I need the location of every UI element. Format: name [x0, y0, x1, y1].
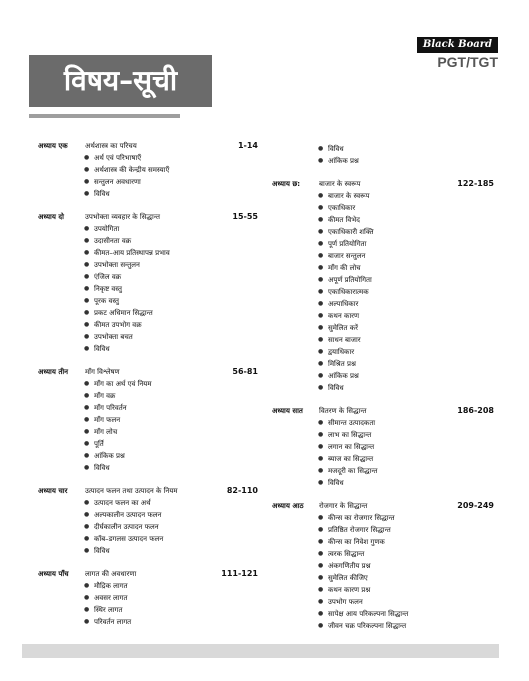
topic-item: ● दीर्घकालीन उत्पादन फलन: [84, 521, 258, 533]
topic-item: ● मिश्रित प्रश्न: [318, 358, 494, 370]
topic-item: ● उदासीनता वक्र: [84, 235, 258, 247]
topic-list: [272, 512, 494, 632]
topic-list: [38, 223, 258, 355]
chapter-title: लागत की अवधारणा: [85, 570, 137, 578]
topic-item: ● विविध: [318, 382, 494, 394]
chapter-heading: [38, 568, 258, 580]
topic-item: ● कथन कारण: [318, 310, 494, 322]
topic-item: ● सीमान्त उत्पादकता: [318, 417, 494, 429]
topic-item: ● कीमत विभेद: [318, 214, 494, 226]
topic-item: ● एकाधिकारी शक्ति: [318, 226, 494, 238]
topic-item: ● कीमत–आय प्रतिस्थापन्न प्रभाव: [84, 247, 258, 259]
topic-list: [272, 417, 494, 489]
chapter-title: माँग विश्लेषण: [85, 368, 120, 376]
topic-item: ● माँग का अर्थ एवं नियम: [84, 378, 258, 390]
topic-item: ● विविध: [84, 545, 258, 557]
topic-item: ● माँग की लोच: [318, 262, 494, 274]
topic-item: ● विविध: [84, 188, 258, 200]
topic-item: ● एकाधिकार: [318, 202, 494, 214]
chapter-title: वितरण के सिद्धान्त: [319, 407, 367, 415]
topic-item: ● परिवर्तन लागत: [84, 616, 258, 628]
topic-item: ● सन्तुलन अवधारणा: [84, 176, 258, 188]
chapter-heading: [272, 178, 494, 190]
chapter-heading: [38, 211, 258, 223]
topic-item: ● उपभोक्ता सन्तुलन: [84, 259, 258, 271]
chapter-pages: 111-121: [221, 569, 258, 578]
chapter-heading: [38, 140, 258, 152]
chapter-pages: 82-110: [226, 486, 258, 495]
topic-item: ● कीन्स का रोजगार सिद्धान्त: [318, 512, 494, 524]
chapter-pages: 1-14: [237, 141, 258, 150]
topic-item: ● बाजार सन्तुलन: [318, 250, 494, 262]
brand-name: Black Board: [417, 37, 498, 53]
brand-subtitle: PGT/TGT: [437, 54, 498, 70]
chapter-number: अध्याय छ:: [272, 180, 301, 188]
topic-item: ● एंजिल वक्र: [84, 271, 258, 283]
chapter-heading: [38, 485, 258, 497]
topic-item: ● विविध: [84, 343, 258, 355]
topic-item: ● माँग परिवर्तन: [84, 402, 258, 414]
chapter-entry: [38, 485, 258, 557]
topic-item: ● माँग लोच: [84, 426, 258, 438]
footer-bar: [22, 644, 499, 658]
topic-item: ● अंकगणितीय प्रश्न: [318, 560, 494, 572]
topic-item: ● कीन्स का निवेश गुणक: [318, 536, 494, 548]
chapter-title: उत्पादन फलन तथा उत्पादन के नियम: [85, 487, 178, 495]
topic-item: ● विविध: [318, 477, 494, 489]
topic-item: ● प्रकट अधिमान सिद्धान्त: [84, 307, 258, 319]
chapter-heading: [272, 500, 494, 512]
topic-item: ● अवसर लागत: [84, 592, 258, 604]
topic-item: ● निकृष्ट वस्तु: [84, 283, 258, 295]
chapter-title: उपभोक्ता व्यवहार के सिद्धान्त: [85, 213, 160, 221]
topic-item: ● पूरक वस्तु: [84, 295, 258, 307]
chapter-number: अध्याय सात: [272, 407, 303, 415]
chapter-heading: [272, 405, 494, 417]
chapter-number: अध्याय तीन: [38, 368, 69, 376]
page-title-text: विषय–सूची: [63, 64, 178, 97]
chapter-pages: 209-249: [457, 501, 494, 510]
chapter-entry: [272, 405, 494, 489]
topic-item: ● पूर्ण प्रतियोगिता: [318, 238, 494, 250]
topic-item: ● अपूर्ण प्रतियोगिता: [318, 274, 494, 286]
chapter-entry: [38, 211, 258, 355]
topic-item: ● स्थिर लागत: [84, 604, 258, 616]
topic-item: ● बाजार के स्वरूप: [318, 190, 494, 202]
topic-item: ● विविध: [84, 462, 258, 474]
chapter-entry: [38, 140, 258, 200]
continued-topics: [272, 143, 494, 167]
topic-list: [272, 190, 494, 394]
topic-item: ● अल्पाधिकार: [318, 298, 494, 310]
chapter-number: अध्याय दो: [38, 213, 64, 221]
topic-item: ● माँग फलन: [84, 414, 258, 426]
chapter-title: बाजार के स्वरूप: [319, 180, 361, 188]
topic-item: ● मौद्रिक लागत: [84, 580, 258, 592]
topic-item: ● विविध: [318, 143, 494, 155]
toc-right-column: [272, 143, 494, 643]
topic-item: ● लगान का सिद्धान्त: [318, 441, 494, 453]
topic-item: ● सुमेलित कीजिए: [318, 572, 494, 584]
topic-item: ● उपभोक्ता बचत: [84, 331, 258, 343]
chapter-entry: [272, 178, 494, 394]
title-underline: [29, 114, 180, 118]
chapter-pages: 56-81: [232, 367, 258, 376]
topic-item: ● त्वरक सिद्धान्त: [318, 548, 494, 560]
topic-item: ● सुमेलित करें: [318, 322, 494, 334]
topic-item: ● ब्याज का सिद्धान्त: [318, 453, 494, 465]
topic-item: ● माँग वक्र: [84, 390, 258, 402]
topic-item: ● प्रतिष्ठित रोजगार सिद्धान्त: [318, 524, 494, 536]
topic-item: ● कॉब–डगलस उत्पादन फलन: [84, 533, 258, 545]
chapter-pages: 122-185: [457, 179, 494, 188]
topic-list: [38, 152, 258, 200]
topic-item: ● उत्पादन फलन का अर्थ: [84, 497, 258, 509]
topic-item: ● सापेक्ष आय परिकल्पना सिद्धान्त: [318, 608, 494, 620]
chapter-entry: [272, 500, 494, 632]
topic-list: [272, 143, 494, 167]
chapter-heading: [38, 366, 258, 378]
topic-item: ● आंकिक प्रश्न: [318, 370, 494, 382]
chapter-number: अध्याय पाँच: [38, 570, 69, 578]
chapter-number: अध्याय एक: [38, 142, 68, 150]
topic-item: ● कथन कारण प्रश्न: [318, 584, 494, 596]
topic-item: ● द्वयाधिकार: [318, 346, 494, 358]
topic-item: ● जीवन चक्र परिकल्पना सिद्धान्त: [318, 620, 494, 632]
chapter-title: अर्थशास्त्र का परिचय: [85, 142, 137, 150]
chapter-pages: 15-55: [232, 212, 258, 221]
topic-list: [38, 580, 258, 628]
chapter-title: रोजगार के सिद्धान्त: [319, 502, 368, 510]
brand-logo: [408, 32, 498, 70]
topic-list: [38, 497, 258, 557]
page-title: [29, 55, 212, 107]
topic-item: ● आंकिक प्रश्न: [84, 450, 258, 462]
topic-list: [38, 378, 258, 474]
topic-item: ● अल्पकालीन उत्पादन फलन: [84, 509, 258, 521]
topic-item: ● आंकिक प्रश्न: [318, 155, 494, 167]
topic-item: ● उपयोगिता: [84, 223, 258, 235]
topic-item: ● साधन बाजार: [318, 334, 494, 346]
toc-left-column: [38, 140, 258, 639]
chapter-number: अध्याय चार: [38, 487, 68, 495]
topic-item: ● अर्थ एवं परिभाषाएँ: [84, 152, 258, 164]
chapter-number: अध्याय आठ: [272, 502, 304, 510]
chapter-pages: 186-208: [457, 406, 494, 415]
topic-item: ● लाभ का सिद्धान्त: [318, 429, 494, 441]
topic-item: ● पूर्ति: [84, 438, 258, 450]
topic-item: ● एकाधिकारात्मक: [318, 286, 494, 298]
chapter-entry: [38, 568, 258, 628]
topic-item: ● उपभोग फलन: [318, 596, 494, 608]
chapter-entry: [38, 366, 258, 474]
topic-item: ● कीमत उपभोग वक्र: [84, 319, 258, 331]
topic-item: ● अर्थशास्त्र की केन्द्रीय समस्याएँ: [84, 164, 258, 176]
topic-item: ● मजदूरी का सिद्धान्त: [318, 465, 494, 477]
